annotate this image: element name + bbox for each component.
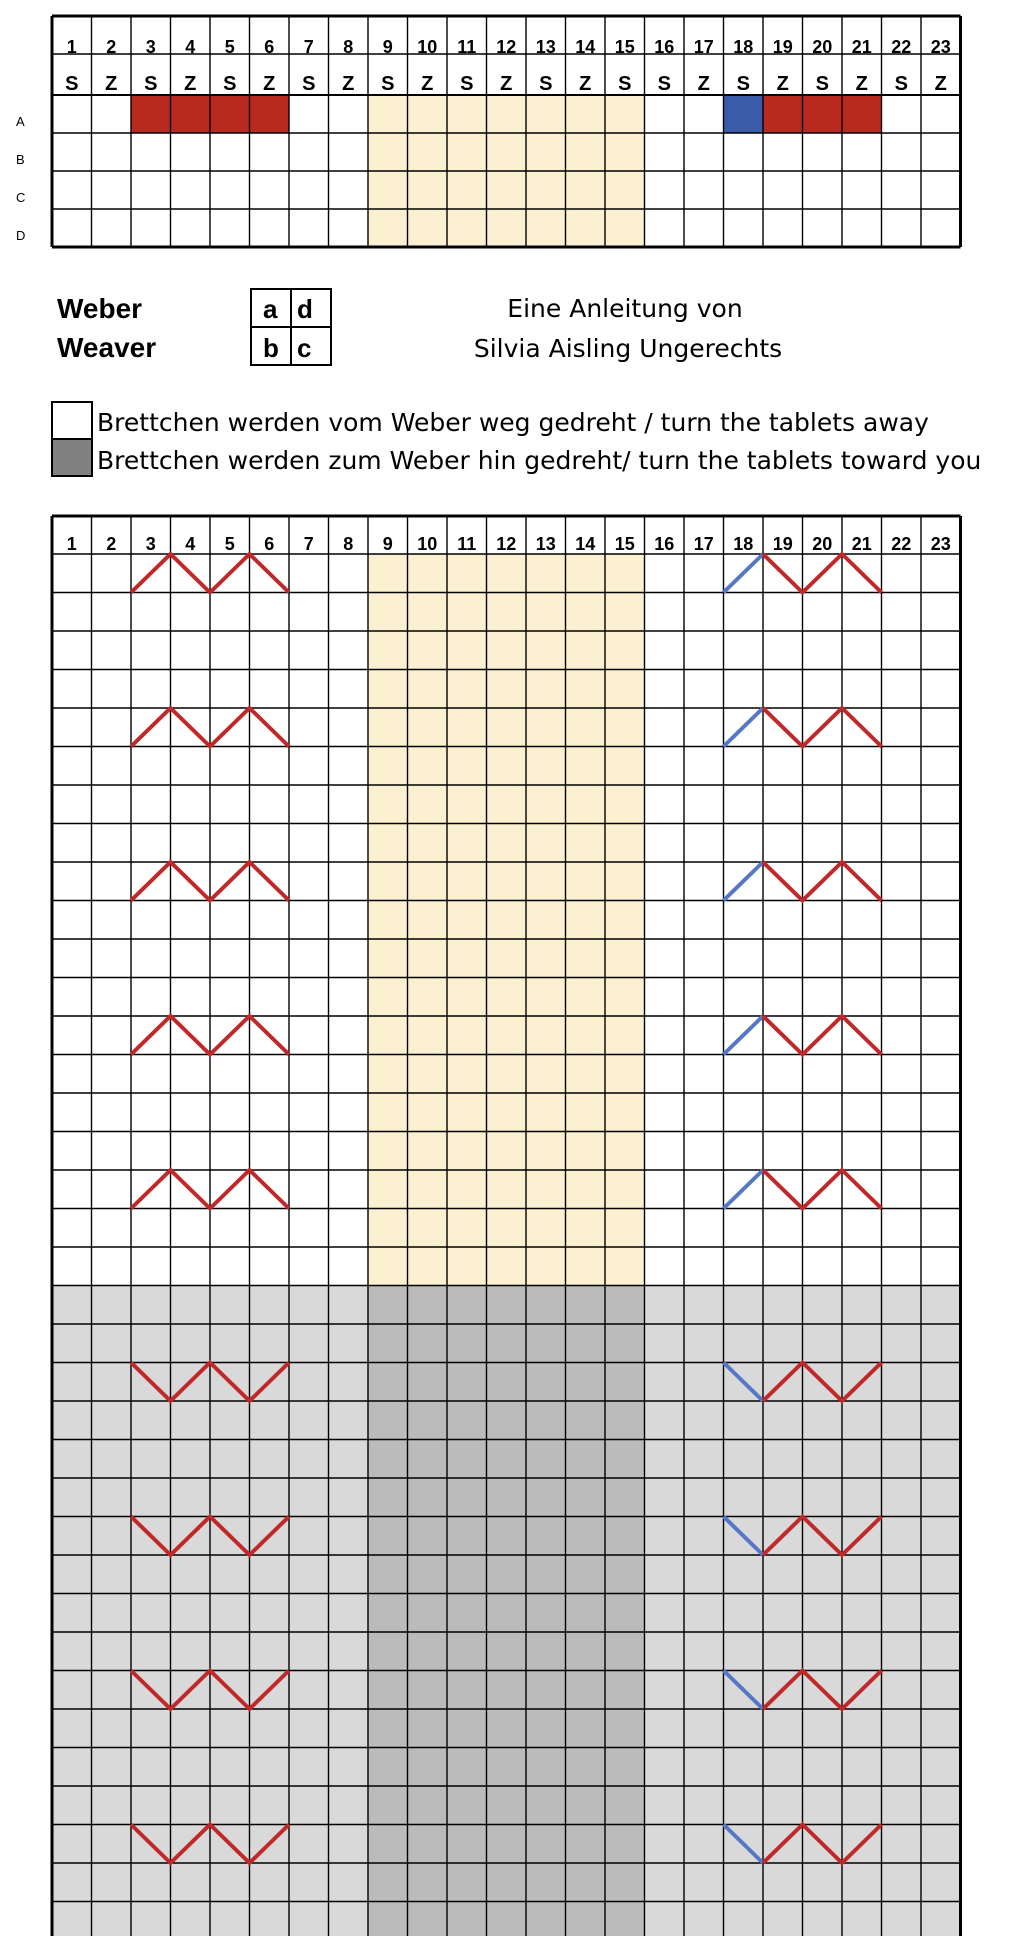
hole-row-label: D [16, 228, 26, 243]
tablet-number: 7 [303, 37, 314, 57]
stripe-col-toward-tablet-14 [566, 1286, 606, 1937]
info-block [57, 289, 782, 365]
tablet-number: 7 [303, 534, 314, 554]
threading-direction: Z [776, 73, 789, 95]
stroke-blue-tablet-18 [724, 708, 764, 747]
threading-direction: S [815, 73, 829, 95]
weaver-position-box [251, 289, 331, 365]
tablet-number: 12 [496, 534, 517, 554]
threading-direction: S [894, 73, 908, 95]
hole-row-label: A [16, 114, 25, 129]
hole-A-tablet-20 [803, 95, 843, 133]
tablet-number: 20 [812, 534, 833, 554]
stroke-red-tablets-19-21 [763, 1016, 882, 1055]
stripe-col-tablet-13 [526, 554, 566, 1286]
tablet-number: 17 [693, 534, 714, 554]
legend-toward-text: Brettchen werden zum Weber hin gedreht/ turn the tablets toward you [97, 446, 982, 475]
threading-direction: Z [263, 73, 276, 95]
legend-swatch-away [52, 402, 92, 439]
tablet-number: 18 [733, 534, 754, 554]
tablet-number: 8 [343, 534, 354, 554]
position-a: a [263, 294, 278, 324]
tablet-number: 18 [733, 37, 754, 57]
tablet-number: 6 [264, 534, 275, 554]
tablet-number: 14 [575, 37, 596, 57]
tablet-number: 14 [575, 534, 596, 554]
tablet-number: 1 [66, 37, 77, 57]
tablet-number: 22 [891, 534, 912, 554]
hole-A-tablet-18 [724, 95, 764, 133]
position-b: b [263, 333, 279, 363]
threading-direction: Z [342, 73, 355, 95]
stripe-col-tablet-9 [368, 554, 408, 1286]
tablet-number: 2 [106, 37, 117, 57]
tablet-number: 23 [930, 534, 951, 554]
threading-direction: S [381, 73, 395, 95]
tablet-number: 13 [535, 534, 556, 554]
tablet-number: 3 [145, 37, 156, 57]
stroke-blue-tablet-18 [724, 554, 764, 593]
tablet-number: 5 [224, 534, 235, 554]
tablet-number: 3 [145, 534, 156, 554]
tablet-number: 15 [614, 37, 635, 57]
stripe-col-toward-tablet-10 [408, 1286, 448, 1937]
tablet-number: 10 [417, 37, 438, 57]
tablet-number: 9 [382, 534, 393, 554]
tablet-number: 19 [772, 534, 793, 554]
credit-line-1: Eine Anleitung von [507, 294, 743, 323]
tablet-number: 9 [382, 37, 393, 57]
hole-A-tablet-5 [210, 95, 250, 133]
tablet-number: 23 [930, 37, 951, 57]
stripe-col-toward-tablet-15 [605, 1286, 645, 1937]
tablet-number: 5 [224, 37, 235, 57]
position-d: d [297, 294, 313, 324]
stroke-red-tablets-19-21 [763, 862, 882, 901]
hole-A-tablet-19 [763, 95, 803, 133]
threading-direction: Z [500, 73, 513, 95]
stroke-red-tablets-19-21 [763, 554, 882, 593]
tablet-number: 12 [496, 37, 517, 57]
threading-direction: Z [579, 73, 592, 95]
threading-draft [16, 16, 961, 247]
threading-direction: S [65, 73, 79, 95]
stripe-col-toward-tablet-11 [447, 1286, 487, 1937]
tablet-number: 4 [185, 534, 196, 554]
tablet-number: 10 [417, 534, 438, 554]
hole-A-tablet-21 [842, 95, 882, 133]
turning-chart [52, 516, 961, 1936]
hole-A-tablet-6 [250, 95, 290, 133]
stripe-col-tablet-11 [447, 554, 487, 1286]
tablet-number: 21 [851, 37, 872, 57]
stripe-col-tablet-12 [487, 554, 527, 1286]
tablet-number: 2 [106, 534, 117, 554]
tablet-number: 17 [693, 37, 714, 57]
weaver-label-en: Weaver [57, 332, 157, 363]
stripe-col-toward-tablet-13 [526, 1286, 566, 1937]
threading-direction: Z [421, 73, 434, 95]
tablet-number: 19 [772, 37, 793, 57]
tablet-number: 20 [812, 37, 833, 57]
stroke-blue-tablet-18 [724, 1170, 764, 1209]
tablet-number: 15 [614, 534, 635, 554]
tablet-number: 16 [654, 37, 675, 57]
stroke-red-tablets-19-21 [763, 708, 882, 747]
threading-direction: S [736, 73, 750, 95]
tablet-number: 11 [457, 534, 477, 554]
tablet-number: 6 [264, 37, 275, 57]
tablet-number: 4 [185, 37, 196, 57]
weaver-label-de: Weber [57, 293, 143, 324]
tablet-number: 11 [457, 37, 477, 57]
tablet-number: 8 [343, 37, 354, 57]
threading-direction: Z [184, 73, 197, 95]
hole-row-label: C [16, 190, 26, 205]
stroke-blue-tablet-18 [724, 1016, 764, 1055]
stroke-red-tablets-19-21 [763, 1170, 882, 1209]
position-c: c [297, 333, 312, 363]
stroke-blue-tablet-18 [724, 862, 764, 901]
hole-A-tablet-4 [171, 95, 211, 133]
threading-direction: S [302, 73, 316, 95]
stripe-col-tablet-14 [566, 554, 606, 1286]
stripe-col-toward-tablet-9 [368, 1286, 408, 1937]
stripe-col-tablet-15 [605, 554, 645, 1286]
threading-direction: S [618, 73, 632, 95]
threading-direction: S [460, 73, 474, 95]
legend-away-text: Brettchen werden vom Weber weg gedreht / turn the tablets away [97, 408, 929, 437]
threading-direction: Z [105, 73, 118, 95]
threading-direction: S [539, 73, 553, 95]
threading-direction: S [223, 73, 237, 95]
threading-direction: S [657, 73, 671, 95]
tablet-number: 21 [851, 534, 872, 554]
threading-direction: Z [697, 73, 710, 95]
threading-direction: Z [934, 73, 947, 95]
tablet-number: 16 [654, 534, 675, 554]
hole-row-label: B [16, 152, 25, 167]
threading-direction: S [144, 73, 158, 95]
stripe-col-toward-tablet-12 [487, 1286, 527, 1937]
credit-line-2: Silvia Aisling Ungerechts [473, 334, 783, 363]
tablet-number: 13 [535, 37, 556, 57]
hole-A-tablet-3 [131, 95, 171, 133]
legend [52, 402, 981, 476]
tablet-number: 22 [891, 37, 912, 57]
tablet-number: 1 [66, 534, 77, 554]
stripe-col-tablet-10 [408, 554, 448, 1286]
threading-direction: Z [855, 73, 868, 95]
legend-swatch-toward [52, 439, 92, 476]
